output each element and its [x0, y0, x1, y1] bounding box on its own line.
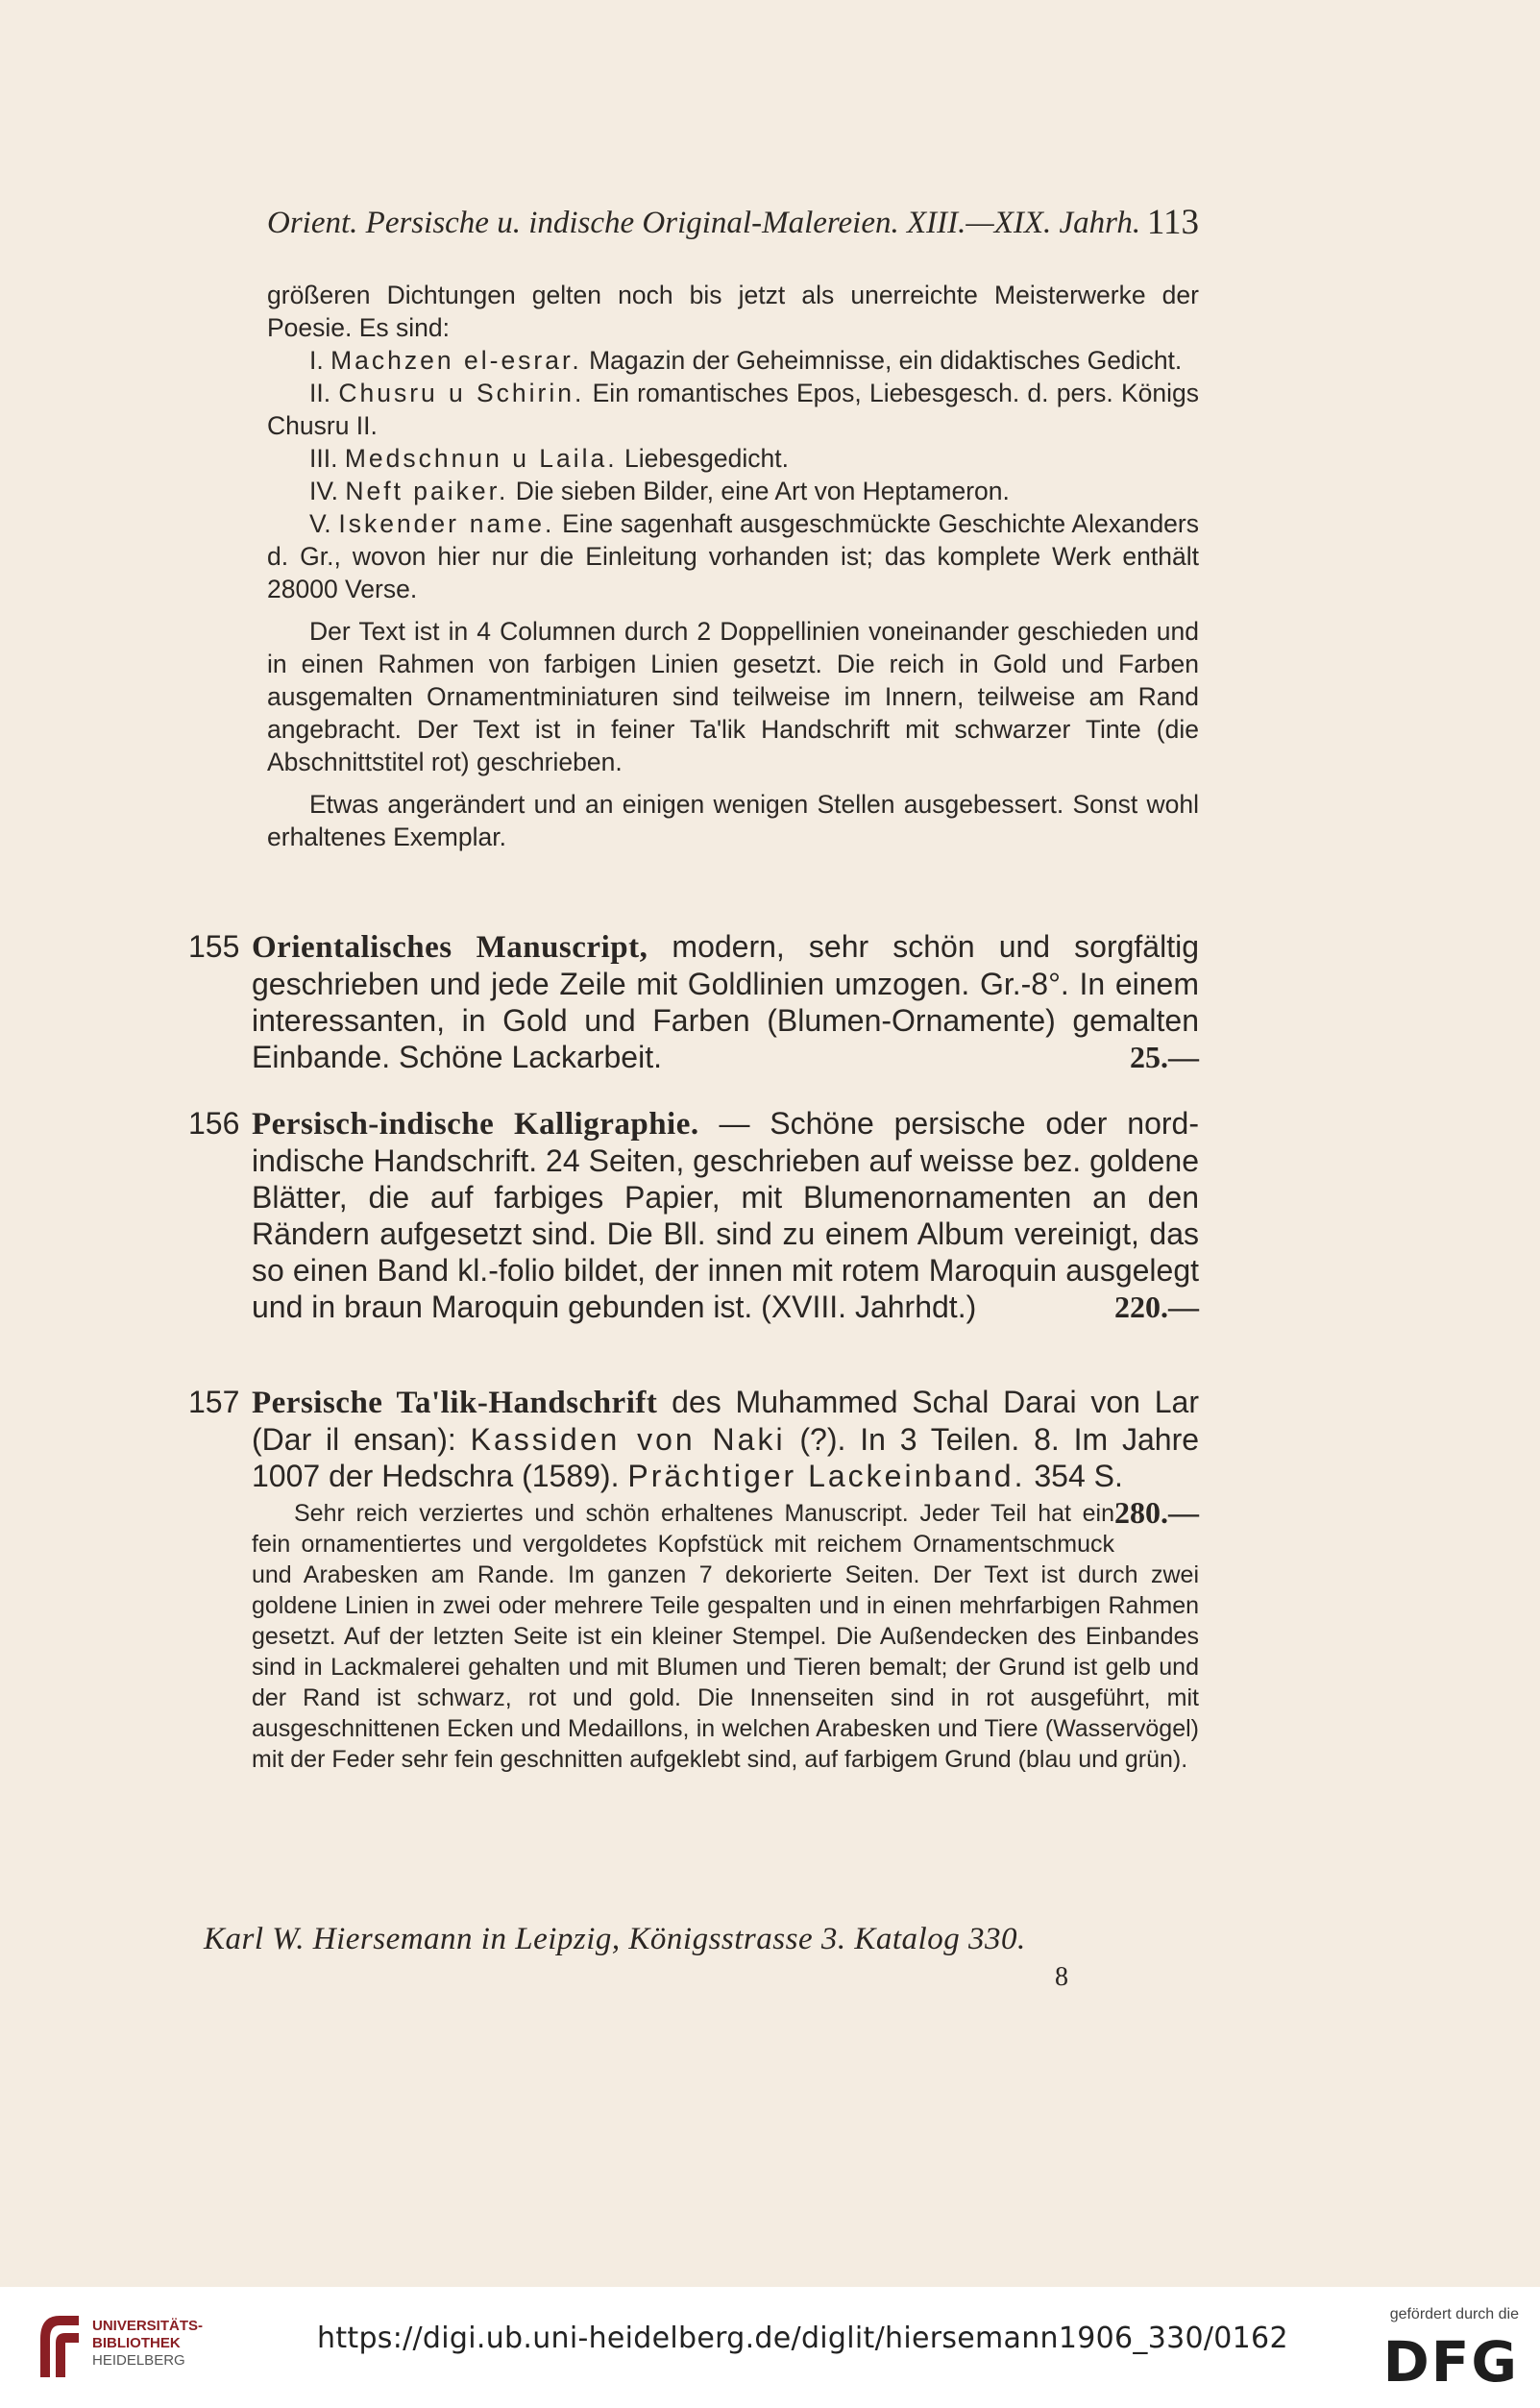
entry-price: 25.— [1130, 1040, 1199, 1074]
library-name: UNIVERSITÄTS- BIBLIOTHEK HEIDELBERG [92, 2318, 204, 2369]
entry-text: modern, sehr schön und sorgfältig geschrieben und jede Zeile mit Goldlinien umzogen. Gr.-8°. In einem interessanten, in Gold und Farben (Blumen-Ornamente) gemalten Einbande. Schöne Lackarbeit. [252, 929, 1199, 1074]
viewer-bar [0, 2287, 1540, 2408]
page-number: 113 [1146, 203, 1199, 242]
list-item: III. Medschnun u Laila. Liebesgedicht. [309, 444, 789, 473]
entry-price: 220.— [1114, 1290, 1199, 1324]
list-item: V. Iskender name. Eine sagenhaft ausgeschmückte Geschichte Alexanders d. Gr., wovon hier nur die Einleitung vorhanden ist; das komplete Werk enthält 28000 Verse. [267, 509, 1199, 603]
spaced-title: Kassiden von Naki [470, 1422, 786, 1457]
list-item: I. Machzen el-esrar. Magazin der Geheimnisse, ein didaktisches Gedicht. [309, 346, 1183, 375]
permalink-url[interactable]: https://digi.ub.uni-heidelberg.de/diglit/hiersemann1906_330/0162 [317, 2322, 1288, 2355]
entry-number: 155 [188, 929, 240, 964]
entry-price: 280.— [1114, 1495, 1199, 1530]
list-item: II. Chusru u Schirin. Ein romantisches Epos, Liebesgesch. d. pers. Königs Chusru II. [267, 379, 1199, 440]
intro-section [267, 279, 1199, 853]
dfg-logo: DFG [1382, 2329, 1519, 2395]
work-name: Neft paiker. [345, 477, 509, 505]
work-name: Machzen el-esrar. [330, 346, 582, 375]
header-title: Orient. Persische u. indische Original-Malereien. XIII.—XIX. Jahrh. [267, 206, 1141, 240]
entry-description: Sehr reich verziertes und schön erhaltenes Manuscript. Jeder Teil hat ein fein ornamentiertes und vergoldetes Kopfstück mit reichem Ornamentschmuck und Arabesken am Rande. Im ganzen 7 dekorierte Seiten. Der Text ist durch zwei goldene Linien in zwei oder mehrere Teile gespalten und in einen mehrfarbigen Rahmen gesetzt. Auf der letzten Seite ist ein kleiner Stempel. Die Außendecken des Einbandes sind in Lackmalerei gehalten und mit Blumen und Tieren bemalt; der Grund ist gelb und der Rand ist schwarz, rot und gold. Die Innenseiten sind in rot ausgeführt, mit ausgeschnittenen Ecken und Medaillons, in welchen Arabesken und Tiere (Wasservögel) mit der Feder sehr fein geschnitten aufgeklebt sind, auf farbigem Grund (blau und grün). [252, 1500, 1199, 1773]
catalog-entry-157 [188, 1384, 1199, 1775]
condition-paragraph: Etwas angerändert und an einigen wenigen Stellen ausgebessert. Sonst wohl erhaltenes Exemplar. [267, 790, 1199, 851]
intro-paragraph: größeren Dichtungen gelten noch bis jetzt als unerreichte Meisterwerke der Poesie. Es sind: [267, 281, 1199, 342]
entry-body [252, 1105, 1199, 1325]
catalog-entry-155 [188, 928, 1199, 1075]
entry-number: 156 [188, 1106, 240, 1141]
work-name: Iskender name. [338, 509, 555, 538]
entry-title: Orientalisches Manuscript, [252, 930, 648, 965]
entry-body: Persische Ta'lik-Handschrift des Muhammed Schal Darai von Lar (Dar il ensan): Kassiden von Naki (?). In 3 Teilen. 8. Im Jahre 1007 der Hedschra (1589). Prächtiger Lackeinband. 354 S. 280.— [252, 1385, 1200, 1530]
list-item: IV. Neft paiker. Die sieben Bilder, eine Art von Heptameron. [309, 477, 1010, 505]
library-logo-icon [35, 2310, 85, 2383]
description-paragraph: Der Text ist in 4 Columnen durch 2 Doppellinien voneinander geschieden und in einen Rahmen von farbigen Linien gesetzt. Die reich in Gold und Farben ausgemalten Ornamentminiaturen sind teilweise im Innern, teilweise am Rand angebracht. Der Text ist in feiner Ta'lik Handschrift mit schwarzer Tinte (die Abschnittstitel rot) geschrieben. [267, 617, 1199, 776]
entry-body [252, 928, 1199, 1075]
publisher-footer: Karl W. Hiersemann in Leipzig, Königsstrasse 3. Katalog 330. [204, 1922, 1026, 1956]
work-name: Chusru u Schirin. [338, 379, 585, 407]
signature-mark: 8 [1055, 1962, 1068, 1992]
entry-text: — Schöne persische oder nord-indische Handschrift. 24 Seiten, geschrieben auf weisse bez. goldene Blätter, die auf farbiges Papier, mit Blumenornamenten an den Rändern aufgesetzt sind. Die Bll. sind zu einem Album vereinigt, das so einen Band kl.-folio bildet, der innen mit rotem Maroquin ausgelegt und in braun Maroquin gebunden ist. (XVIII. Jahrhdt.) [252, 1106, 1199, 1324]
spaced-binding: Prächtiger Lackeinband. [627, 1459, 1026, 1493]
funder-caption: gefördert durch die [1389, 2306, 1519, 2322]
entry-title: Persische Ta'lik-Handschrift [252, 1386, 658, 1420]
entry-number: 157 [188, 1385, 240, 1419]
running-header [265, 198, 1199, 248]
catalog-entry-156 [188, 1105, 1199, 1325]
entry-title: Persisch-indische Kalligraphie. [252, 1107, 699, 1142]
work-name: Medschnun u Laila. [344, 444, 618, 473]
